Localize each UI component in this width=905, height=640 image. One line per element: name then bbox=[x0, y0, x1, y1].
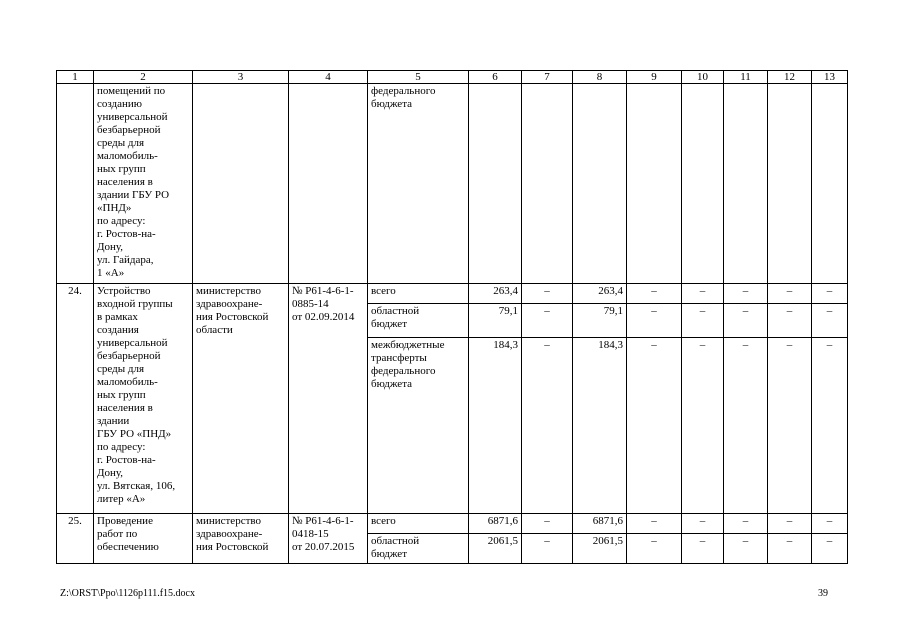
header-col-3: 3 bbox=[193, 71, 289, 84]
row25-col10: – bbox=[682, 514, 724, 534]
cont-org-cell bbox=[193, 84, 289, 284]
row24-col7: – bbox=[522, 338, 573, 514]
header-col-13: 13 bbox=[812, 71, 848, 84]
row25-col7: – bbox=[522, 514, 573, 534]
row25-col11: – bbox=[724, 534, 768, 564]
row24-col8: 184,3 bbox=[573, 338, 627, 514]
cont-cell-10 bbox=[682, 84, 724, 284]
row25-source: областной бюджет bbox=[368, 534, 469, 564]
row25-col11: – bbox=[724, 514, 768, 534]
row24-col6: 263,4 bbox=[469, 284, 522, 304]
header-col-1: 1 bbox=[57, 71, 94, 84]
header-col-9: 9 bbox=[627, 71, 682, 84]
row24-col11: – bbox=[724, 304, 768, 338]
row24-col13: – bbox=[812, 338, 848, 514]
cont-name-cell: помещений по созданию универсальной безбарьерной среды для маломобиль- ных групп населения в здании ГБУ РО «ПНД» по адресу: г. Ростов-на- Дону, ул. Гайдара, 1 «А» bbox=[94, 84, 193, 284]
row25-col10: – bbox=[682, 534, 724, 564]
row24-col10: – bbox=[682, 284, 724, 304]
row25-col13: – bbox=[812, 514, 848, 534]
table-row-continuation bbox=[57, 84, 848, 284]
row24-col7: – bbox=[522, 304, 573, 338]
row25-col12: – bbox=[768, 534, 812, 564]
row25-col13: – bbox=[812, 534, 848, 564]
row24-col7: – bbox=[522, 284, 573, 304]
budget-table bbox=[56, 70, 848, 564]
footer-file-path: Z:\ORST\Ppo\1126p111.f15.docx bbox=[60, 588, 195, 599]
row24-source: областной бюджет bbox=[368, 304, 469, 338]
row25-col7: – bbox=[522, 534, 573, 564]
row25-col12: – bbox=[768, 514, 812, 534]
header-col-2: 2 bbox=[94, 71, 193, 84]
header-col-6: 6 bbox=[469, 71, 522, 84]
row24-col9: – bbox=[627, 284, 682, 304]
row24-source: межбюджетные трансферты федерального бюджета bbox=[368, 338, 469, 514]
row25-col9: – bbox=[627, 534, 682, 564]
page-number: 39 bbox=[818, 588, 828, 599]
cont-source-cell: федерального бюджета bbox=[368, 84, 469, 284]
header-col-8: 8 bbox=[573, 71, 627, 84]
header-col-12: 12 bbox=[768, 71, 812, 84]
row24-col12: – bbox=[768, 284, 812, 304]
cont-doc-cell bbox=[289, 84, 368, 284]
cont-cell-7 bbox=[522, 84, 573, 284]
row25-org: министерство здравоохране- ния Ростовской bbox=[193, 514, 289, 564]
header-row bbox=[57, 71, 848, 84]
row24-source: всего bbox=[368, 284, 469, 304]
row25-source: всего bbox=[368, 514, 469, 534]
header-col-7: 7 bbox=[522, 71, 573, 84]
cont-cell-13 bbox=[812, 84, 848, 284]
row24-col6: 79,1 bbox=[469, 304, 522, 338]
row24-col9: – bbox=[627, 338, 682, 514]
row24-col10: – bbox=[682, 338, 724, 514]
row24-col8: 263,4 bbox=[573, 284, 627, 304]
row25-col8: 2061,5 bbox=[573, 534, 627, 564]
row25-col8: 6871,6 bbox=[573, 514, 627, 534]
row24-doc: № Р61-4-6-1- 0885-14 от 02.09.2014 bbox=[289, 284, 368, 514]
row24-col13: – bbox=[812, 284, 848, 304]
row24-number: 24. bbox=[57, 284, 94, 514]
row24-col11: – bbox=[724, 284, 768, 304]
row24-col13: – bbox=[812, 304, 848, 338]
row25-number: 25. bbox=[57, 514, 94, 564]
row24-name: Устройство входной группы в рамках создания универсальной безбарьерной среды для маломобиль- ных групп населения в здании ГБУ РО «ПНД» по адресу: г. Ростов-на- Дону, ул. Вятская, 106, литер «А» bbox=[94, 284, 193, 514]
row25-col6: 6871,6 bbox=[469, 514, 522, 534]
row24-col9: – bbox=[627, 304, 682, 338]
row24-col11: – bbox=[724, 338, 768, 514]
row25-name: Проведение работ по обеспечению bbox=[94, 514, 193, 564]
cont-cell-6 bbox=[469, 84, 522, 284]
cont-cell-11 bbox=[724, 84, 768, 284]
table-row-25-total bbox=[57, 514, 848, 534]
row25-col6: 2061,5 bbox=[469, 534, 522, 564]
table-row-24-total bbox=[57, 284, 848, 304]
row24-col6: 184,3 bbox=[469, 338, 522, 514]
row24-col10: – bbox=[682, 304, 724, 338]
row24-col12: – bbox=[768, 304, 812, 338]
header-col-5: 5 bbox=[368, 71, 469, 84]
row24-org: министерство здравоохране- ния Ростовской области bbox=[193, 284, 289, 514]
cont-cell-12 bbox=[768, 84, 812, 284]
header-col-4: 4 bbox=[289, 71, 368, 84]
row24-col12: – bbox=[768, 338, 812, 514]
header-col-11: 11 bbox=[724, 71, 768, 84]
cont-cell-9 bbox=[627, 84, 682, 284]
table-header bbox=[57, 71, 848, 84]
cont-cell-8 bbox=[573, 84, 627, 284]
row25-col9: – bbox=[627, 514, 682, 534]
cont-number-cell bbox=[57, 84, 94, 284]
row25-doc: № Р61-4-6-1- 0418-15 от 20.07.2015 bbox=[289, 514, 368, 564]
row24-col8: 79,1 bbox=[573, 304, 627, 338]
header-col-10: 10 bbox=[682, 71, 724, 84]
